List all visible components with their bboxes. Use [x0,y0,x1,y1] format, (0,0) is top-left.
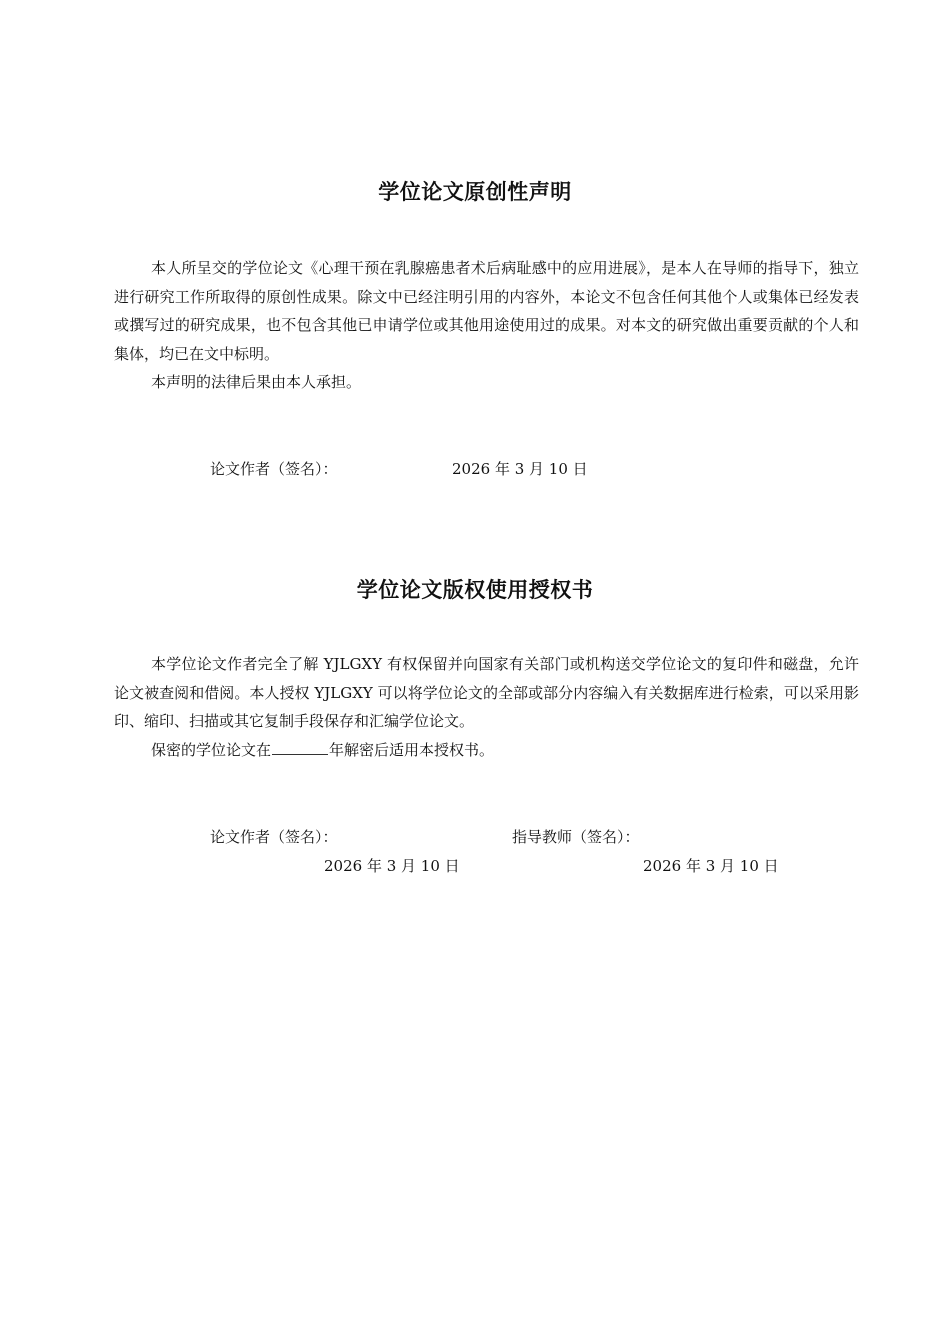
copyright-advisor-signature-label: 指导教师（签名）： [512,828,640,846]
originality-title: 学位论文原创性声明 [378,180,572,204]
copyright-title: 学位论文版权使用授权书 [356,578,594,602]
confidential-year-blank [272,740,328,755]
copyright-advisor-date: 2026 年 3 月 10 日 [643,857,779,875]
copyright-author-signature-label: 论文作者（签名）： [210,828,338,846]
originality-author-signature-label: 论文作者（签名）： [210,460,338,478]
originality-legal-note: 本声明的法律后果由本人承担。 [151,373,362,391]
copyright-author-date: 2026 年 3 月 10 日 [324,857,460,875]
copyright-paragraph: 本学位论文作者完全了解 YJLGXY 有权保留并向国家有关部门或机构送交学位论文的复印件和磁盘，允许论文被查阅和借阅。本人授权 YJLGXY 可以将学位论文的全部或部分内容编入有关数据库进行检索，可以采用影印、缩印、扫描或其它复制手段保存和汇编学位论文。 [114,655,859,730]
originality-paragraph: 本人所呈交的学位论文《心理干预在乳腺癌患者术后病耻感中的应用进展》，是本人在导师的指导下，独立进行研究工作所取得的原创性成果。除文中已经注明引用的内容外，本论文不包含任何其他个人或集体已经发表或撰写过的研究成果，也不包含其他已申请学位或其他用途使用过的成果。对本文的研究做出重要贡献的个人和集体，均已在文中标明。 [114,259,859,363]
confidential-prefix: 保密的学位论文在 [151,741,272,759]
copyright-confidential-note [114,736,859,765]
confidential-suffix: 年解密后适用本授权书。 [329,741,495,759]
originality-date: 2026 年 3 月 10 日 [452,460,588,478]
